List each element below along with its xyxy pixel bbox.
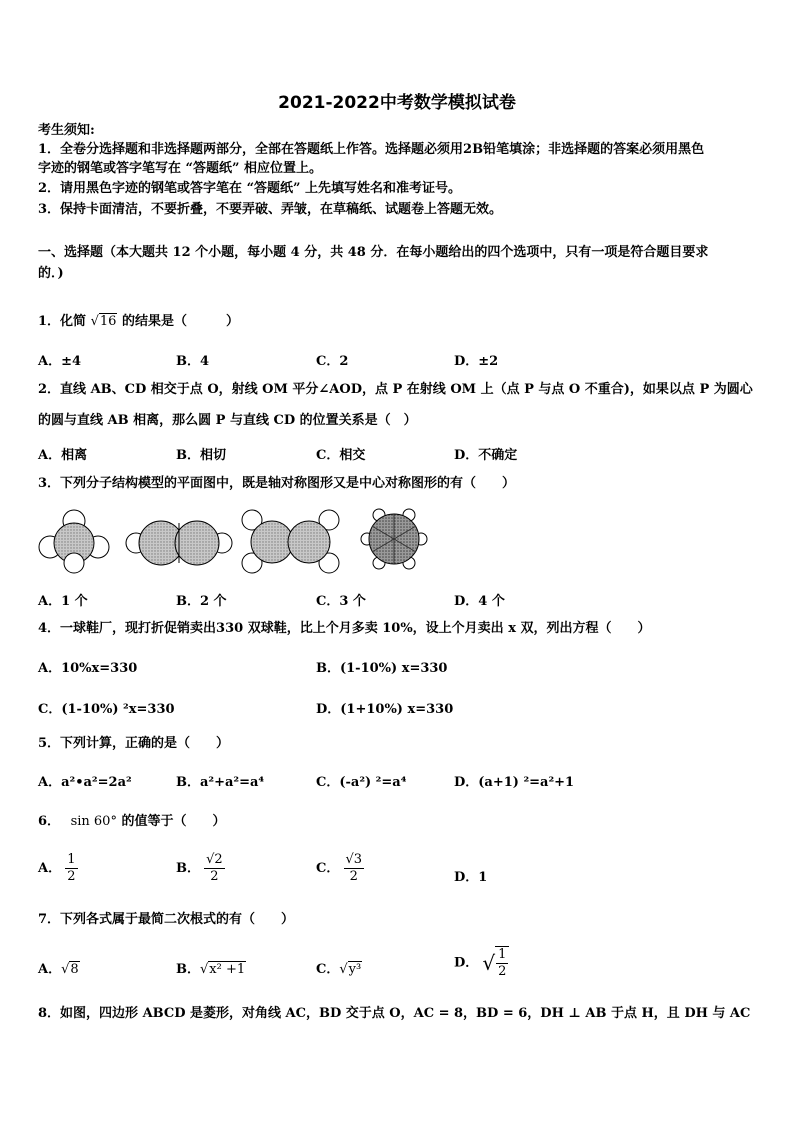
q3-option-d: D．4 个: [454, 594, 505, 609]
q6-option-c: [316, 852, 364, 885]
q7-option-d: [454, 946, 509, 980]
q1-suffix: 的结果是（ ）: [121, 314, 239, 329]
molecule-figures: [34, 505, 429, 575]
question-7: 7．下列各式属于最简二次根式的有（ ）: [38, 912, 295, 927]
q3-option-b: B．2 个: [176, 594, 227, 609]
sqrt-sign: √: [482, 951, 496, 975]
question-5: 5．下列计算，正确的是（ ）: [38, 736, 230, 751]
q2-option-d: D．不确定: [454, 448, 518, 463]
q6-option-a-label: A．: [38, 861, 62, 876]
question-3: 3．下列分子结构模型的平面图中，既是轴对称图形又是中心对称图形的有（ ）: [38, 476, 516, 491]
q7-option-a: A．√8: [38, 962, 79, 977]
notice-item-2: 2．请用黑色字迹的钢笔或答字笔在 “答题纸” 上先填写姓名和准考证号。: [38, 181, 462, 196]
molecule-2: [126, 521, 232, 565]
q3-option-c: C．3 个: [316, 594, 366, 609]
q4-option-b: B．(1-10%) x=330: [316, 661, 448, 676]
q5-option-c: C．(-a²) ²=a⁴: [316, 775, 407, 790]
q5-option-a: A．a²•a²=2a²: [38, 775, 132, 790]
fraction-denominator: 2: [67, 869, 76, 884]
q6-number: 6．: [38, 814, 61, 829]
q3-option-a: A．1 个: [38, 594, 88, 609]
q6-option-d: D．1: [454, 870, 488, 885]
q7-option-c: C．√y³: [316, 962, 362, 977]
q2-option-c: C．相交: [316, 448, 366, 463]
radicand: y³: [348, 962, 362, 977]
q6-option-b: [176, 852, 225, 885]
molecule-3: [242, 510, 339, 573]
fraction-numerator: 1: [67, 852, 76, 867]
question-2-line-2: 的圆与直线 AB 相离，那么圆 P 与直线 CD 的位置关系是（ ）: [38, 413, 417, 428]
q4-option-c: C．(1-10%) ²x=330: [38, 702, 175, 717]
q6-option-b-label: B．: [176, 861, 200, 876]
q7-option-b-label: B．: [176, 962, 200, 977]
q6-option-a: [38, 852, 78, 885]
question-8: 8．如图，四边形 ABCD 是菱形，对角线 AC，BD 交于点 O，AC = 8，BD = 6，DH ⊥ AB 于点 H，且 DH 与 AC: [38, 1006, 751, 1021]
q7-option-a-label: A．: [38, 962, 62, 977]
question-2-line-1: 2．直线 AB、CD 相交于点 O，射线 OM 平分∠AOD，点 P 在射线 OM 上（点 P 与点 O 不重合)，如果以点 P 为圆心: [38, 382, 753, 397]
section-heading-a: 一、选择题（本大题共 12 个小题，每小题 4 分，共 48 分．在每小题给出的四个选项中，只有一项是符合题目要求: [38, 245, 709, 260]
radicand: x² +1: [209, 962, 246, 977]
q1-option-a: A．±4: [38, 354, 82, 369]
section-heading-b: 的．): [38, 266, 64, 281]
question-1: [38, 313, 239, 331]
fraction: [65, 852, 77, 885]
fraction-denominator: 2: [498, 964, 507, 979]
fraction-numerator: √3: [345, 852, 363, 867]
question-4: 4．一球鞋厂，现打折促销卖出330 双球鞋，比上个月多卖 10%，设上个月卖出 x 双，列出方程（ ）: [38, 621, 651, 636]
radicand: 8: [70, 962, 79, 977]
notice-item-1b: 字迹的钢笔或答字笔写在 “答题纸” 相应位置上。: [38, 161, 323, 176]
q2-option-b: B．相切: [176, 448, 226, 463]
q4-option-d: D．(1+10%) x=330: [316, 702, 454, 717]
molecule-4: [361, 509, 427, 569]
q7-option-c-label: C．: [316, 962, 340, 977]
question-6: [38, 813, 226, 831]
q4-option-a: A．10%x=330: [38, 661, 138, 676]
q2-option-a: A．相离: [38, 448, 88, 463]
q5-option-b: B．a²+a²=a⁴: [176, 775, 265, 790]
q5-option-d: D．(a+1) ²=a²+1: [454, 775, 575, 790]
notice-item-1a: 1．全卷分选择题和非选择题两部分，全部在答题纸上作答。选择题必须用2B铅笔填涂；非选择题的答案必须用黑色: [38, 142, 705, 157]
molecule-1: [39, 510, 109, 573]
fraction: [204, 852, 225, 885]
q6-option-c-label: C．: [316, 861, 340, 876]
q6-expression: sin 60°: [70, 814, 117, 829]
fraction: [495, 946, 509, 980]
fraction-numerator: 1: [498, 947, 507, 962]
q1-option-d: D．±2: [454, 354, 499, 369]
notice-item-3: 3．保持卡面清洁，不要折叠，不要弄破、弄皱，在草稿纸、试题卷上答题无效。: [38, 202, 503, 217]
fraction-denominator: 2: [210, 869, 219, 884]
sqrt-expression: √16: [90, 314, 117, 329]
q1-radicand: 16: [99, 314, 117, 329]
q7-option-b: B．√x² +1: [176, 962, 246, 977]
q1-prefix: 1．化简: [38, 314, 87, 329]
notice-heading: 考生须知:: [38, 123, 95, 138]
q7-option-d-label: D．: [454, 955, 479, 971]
fraction-denominator: 2: [349, 869, 358, 884]
fraction: [344, 852, 365, 885]
q6-suffix: 的值等于（ ）: [121, 814, 226, 829]
q1-option-b: B．4: [176, 354, 210, 369]
page-title: 2021-2022中考数学模拟试卷: [278, 93, 516, 113]
fraction-numerator: √2: [206, 852, 223, 867]
q1-option-c: C．2: [316, 354, 349, 369]
